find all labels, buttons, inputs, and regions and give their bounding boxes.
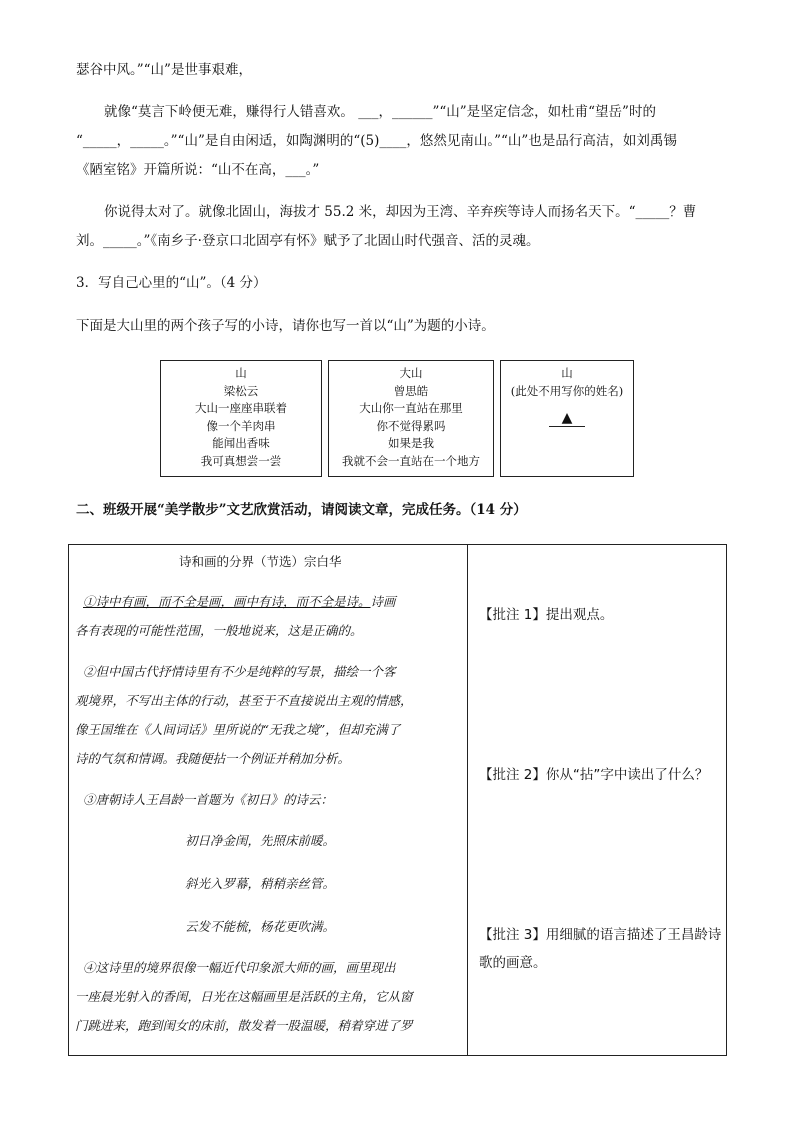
passage-line: 就像“莫言下岭便无难，赚得行人错喜欢。 ___，______”“山”是坚定信念，如杜甫“望岳”时的: [104, 104, 656, 120]
underlined-claim: ①诗中有画，而不全是画，画中有诗，而不全是诗。: [83, 594, 371, 609]
poem-verse: 初日净金闺，先照床前暖。: [185, 833, 336, 848]
poem-line: 我就不会一直站在一个地方: [342, 453, 480, 468]
poem-verse: 云发不能梳，杨花更吹满。: [185, 919, 336, 934]
column-divider: [467, 545, 468, 1055]
poem-title: 山: [561, 366, 573, 380]
passage-line: 《陋室铭》开篇所说：“山不在高，___。”: [76, 162, 320, 178]
article-paragraph-2: ②但中国古代抒情诗里有不少是纯粹的写景，描绘一个客: [83, 664, 396, 679]
passage-line: 瑟谷中风。”“山”是世事艰难，: [76, 62, 252, 78]
passage-line: 刘。_____。”《南乡子·登京口北固亭有怀》赋予了北固山时代强音、活的灵魂。: [76, 233, 540, 249]
article-paragraph-3: ③唐朝诗人王昌龄一首题为《初日》的诗云：: [83, 792, 334, 807]
poem-author-hint: (此处不用写你的姓名): [510, 383, 624, 398]
article-line: 诗的气氛和情调。我随便拈一个例证并稍加分析。: [75, 751, 351, 766]
article-paragraph-4: ④这诗里的境界很像一幅近代印象派大师的画，画里现出: [83, 960, 396, 975]
article-line: 像王国维在《人间词话》里所说的“无我之境”，但却充满了: [75, 722, 401, 737]
poem-box-answer[interactable]: [500, 360, 634, 477]
poem-line: 大山你一直站在那里: [359, 401, 463, 415]
question-3-title: 3．写自己心里的“山”。（4 分）: [76, 275, 267, 291]
article-table: [68, 544, 727, 1056]
poem-title: 大山: [399, 366, 423, 380]
poem-line: 像一个羊肉串: [206, 418, 276, 433]
poem-line: 大山一座座串联着: [195, 401, 287, 415]
poem-line: 如果是我: [388, 436, 434, 450]
poem-line: 我可真想尝一尝: [200, 453, 282, 468]
poem-author: 曾思皓: [393, 383, 429, 398]
passage-line: 你说得太对了。就像北固山，海拔才 55.2 米，却因为王湾、辛弃疾等诗人而扬名天下。“_____？曹: [104, 204, 697, 220]
poem-box-2: [328, 360, 494, 477]
article-line: 一座晨光射入的香闺，日光在这幅画里是活跃的主角，它从窗: [75, 989, 413, 1004]
poem-box-1: [160, 360, 322, 477]
annotation-3: 【批注 3】用细腻的语言描述了王昌龄诗: [479, 927, 722, 943]
text-fragment: 诗画: [370, 594, 396, 609]
poem-line: 你不觉得累吗: [376, 418, 446, 433]
article-paragraph-1: [83, 593, 396, 611]
poem-line: 能闻出香味: [212, 436, 270, 450]
article-line: 各有表现的可能性范围，一般地说来，这是正确的。: [75, 623, 363, 638]
answer-blank-icon[interactable]: ▲: [549, 410, 585, 427]
article-line: 门跳进来，跑到闺女的床前，散发着一股温暖，稍着穿进了罗: [75, 1018, 413, 1033]
question-3-description: 下面是大山里的两个孩子写的小诗，请你也写一首以“山”为题的小诗。: [76, 318, 495, 334]
passage-line: “_____，_____。”“山”是自由闲适，如陶渊明的“(5)____，悠然见南山。”“山”也是品行高洁，如刘禹锡: [76, 133, 677, 149]
annotation-3-cont: 歌的画意。: [479, 955, 547, 971]
poem-author: 梁松云: [223, 383, 259, 398]
article-line: 观境界，不写出主体的行动，甚至于不直接说出主观的情感，: [75, 693, 413, 708]
article-title: 诗和画的分界（节选）宗白华: [179, 554, 342, 569]
annotation-2: 【批注 2】你从“拈”字中读出了什么？: [479, 767, 709, 783]
poem-title: 山: [235, 366, 247, 380]
section-2-heading: 二、班级开展“美学散步”文艺欣赏活动，请阅读文章，完成任务。（14 分）: [76, 502, 527, 518]
annotation-1: 【批注 1】提出观点。: [479, 607, 614, 623]
poem-verse: 斜光入罗幕，稍稍亲丝管。: [185, 876, 336, 891]
